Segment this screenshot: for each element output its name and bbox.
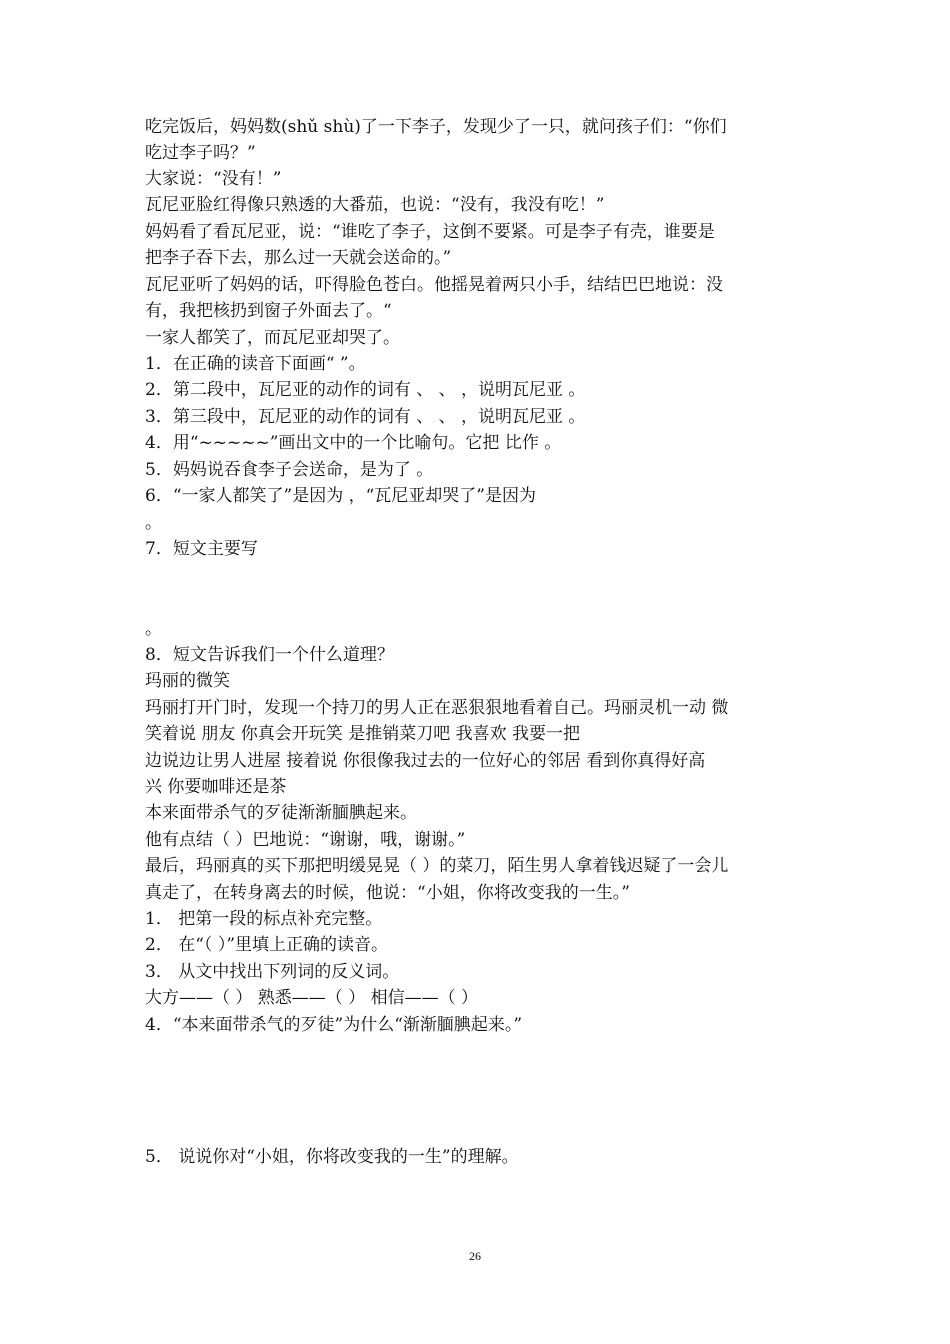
antonym-line: 大方——（ ） 熟悉——（ ） 相信——（ ）: [145, 988, 479, 1008]
text-line: 。: [145, 513, 162, 533]
text-line: 最后，玛丽真的买下那把明缓晃晃（ ）的菜刀，陌生男人拿着钱迟疑了一会儿: [145, 856, 729, 876]
text-line: 笑着说 朋友 你真会开玩笑 是推销菜刀吧 我喜欢 我要一把: [145, 724, 581, 744]
text-line: 边说边让男人进屋 接着说 你很像我过去的一位好心的邻居 看到你真得好高: [145, 751, 706, 771]
text-line: 本来面带杀气的歹徒渐渐腼腆起来。: [145, 803, 417, 823]
text-line: 妈妈看了看瓦尼亚，说：“谁吃了李子，这倒不要紧。可是李子有壳，谁要是: [145, 222, 715, 242]
text-line: 。: [145, 619, 162, 639]
text-line: 把李子吞下去，那么过一天就会送命的。”: [145, 248, 452, 268]
page-number: 26: [469, 1249, 481, 1263]
text-line: 真走了，在转身离去的时候，他说：“小姐，你将改变我的一生。”: [145, 883, 630, 903]
text-line: 吃过李子吗？”: [145, 143, 256, 163]
text-line: 大家说：“没有！”: [145, 169, 282, 189]
text-line: 瓦尼亚听了妈妈的话，吓得脸色苍白。他摇晃着两只小手，结结巴巴地说：没: [145, 275, 723, 295]
question-3: 3．第三段中，瓦尼亚的动作的词有 、 、 ，说明瓦尼亚 。: [145, 407, 586, 427]
text-line: 吃完饭后，妈妈数(shǔ shù)了一下李子，发现少了一只，就问孩子们：“你们: [145, 117, 727, 137]
text-line: 有，我把核扔到窗子外面去了。“: [145, 301, 392, 321]
text-line: 兴 你要咖啡还是茶: [145, 777, 287, 797]
text-line: 玛丽打开门时，发现一个持刀的男人正在恶狠狠地看着自己。玛丽灵机一动 微: [145, 698, 729, 718]
text-line: 瓦尼亚脸红得像只熟透的大番茄，也说：“没有，我没有吃！”: [145, 195, 605, 215]
question-5: 5．妈妈说吞食李子会送命，是为了 。: [145, 460, 434, 480]
text-line: 一家人都笑了，而瓦尼亚却哭了。: [145, 328, 400, 348]
question-5b: 5． 说说你对“小姐，你将改变我的一生”的理解。: [145, 1147, 519, 1167]
question-6: 6．“一家人都笑了”是因为 ，“瓦尼亚却哭了”是因为: [145, 486, 536, 506]
question-3b: 3． 从文中找出下列词的反义词。: [145, 962, 400, 982]
question-7: 7．短文主要写: [145, 539, 258, 559]
question-2b: 2． 在“（ ）”里填上正确的读音。: [145, 935, 389, 955]
question-1b: 1． 把第一段的标点补充完整。: [145, 909, 383, 929]
question-4b: 4．“本来面带杀气的歹徒”为什么“渐渐腼腆起来。”: [145, 1015, 523, 1035]
question-2: 2．第二段中，瓦尼亚的动作的词有 、 、 ，说明瓦尼亚 。: [145, 380, 586, 400]
passage-title: 玛丽的微笑: [145, 671, 230, 691]
question-1: 1．在正确的读音下面画“ ”。: [145, 354, 366, 374]
question-4: 4．用“~~~~~”画出文中的一个比喻句。它把 比作 。: [145, 433, 562, 453]
text-line: 他有点结（ ）巴地说：“谢谢，哦，谢谢。”: [145, 830, 466, 850]
question-8: 8．短文告诉我们一个什么道理？: [145, 645, 394, 665]
